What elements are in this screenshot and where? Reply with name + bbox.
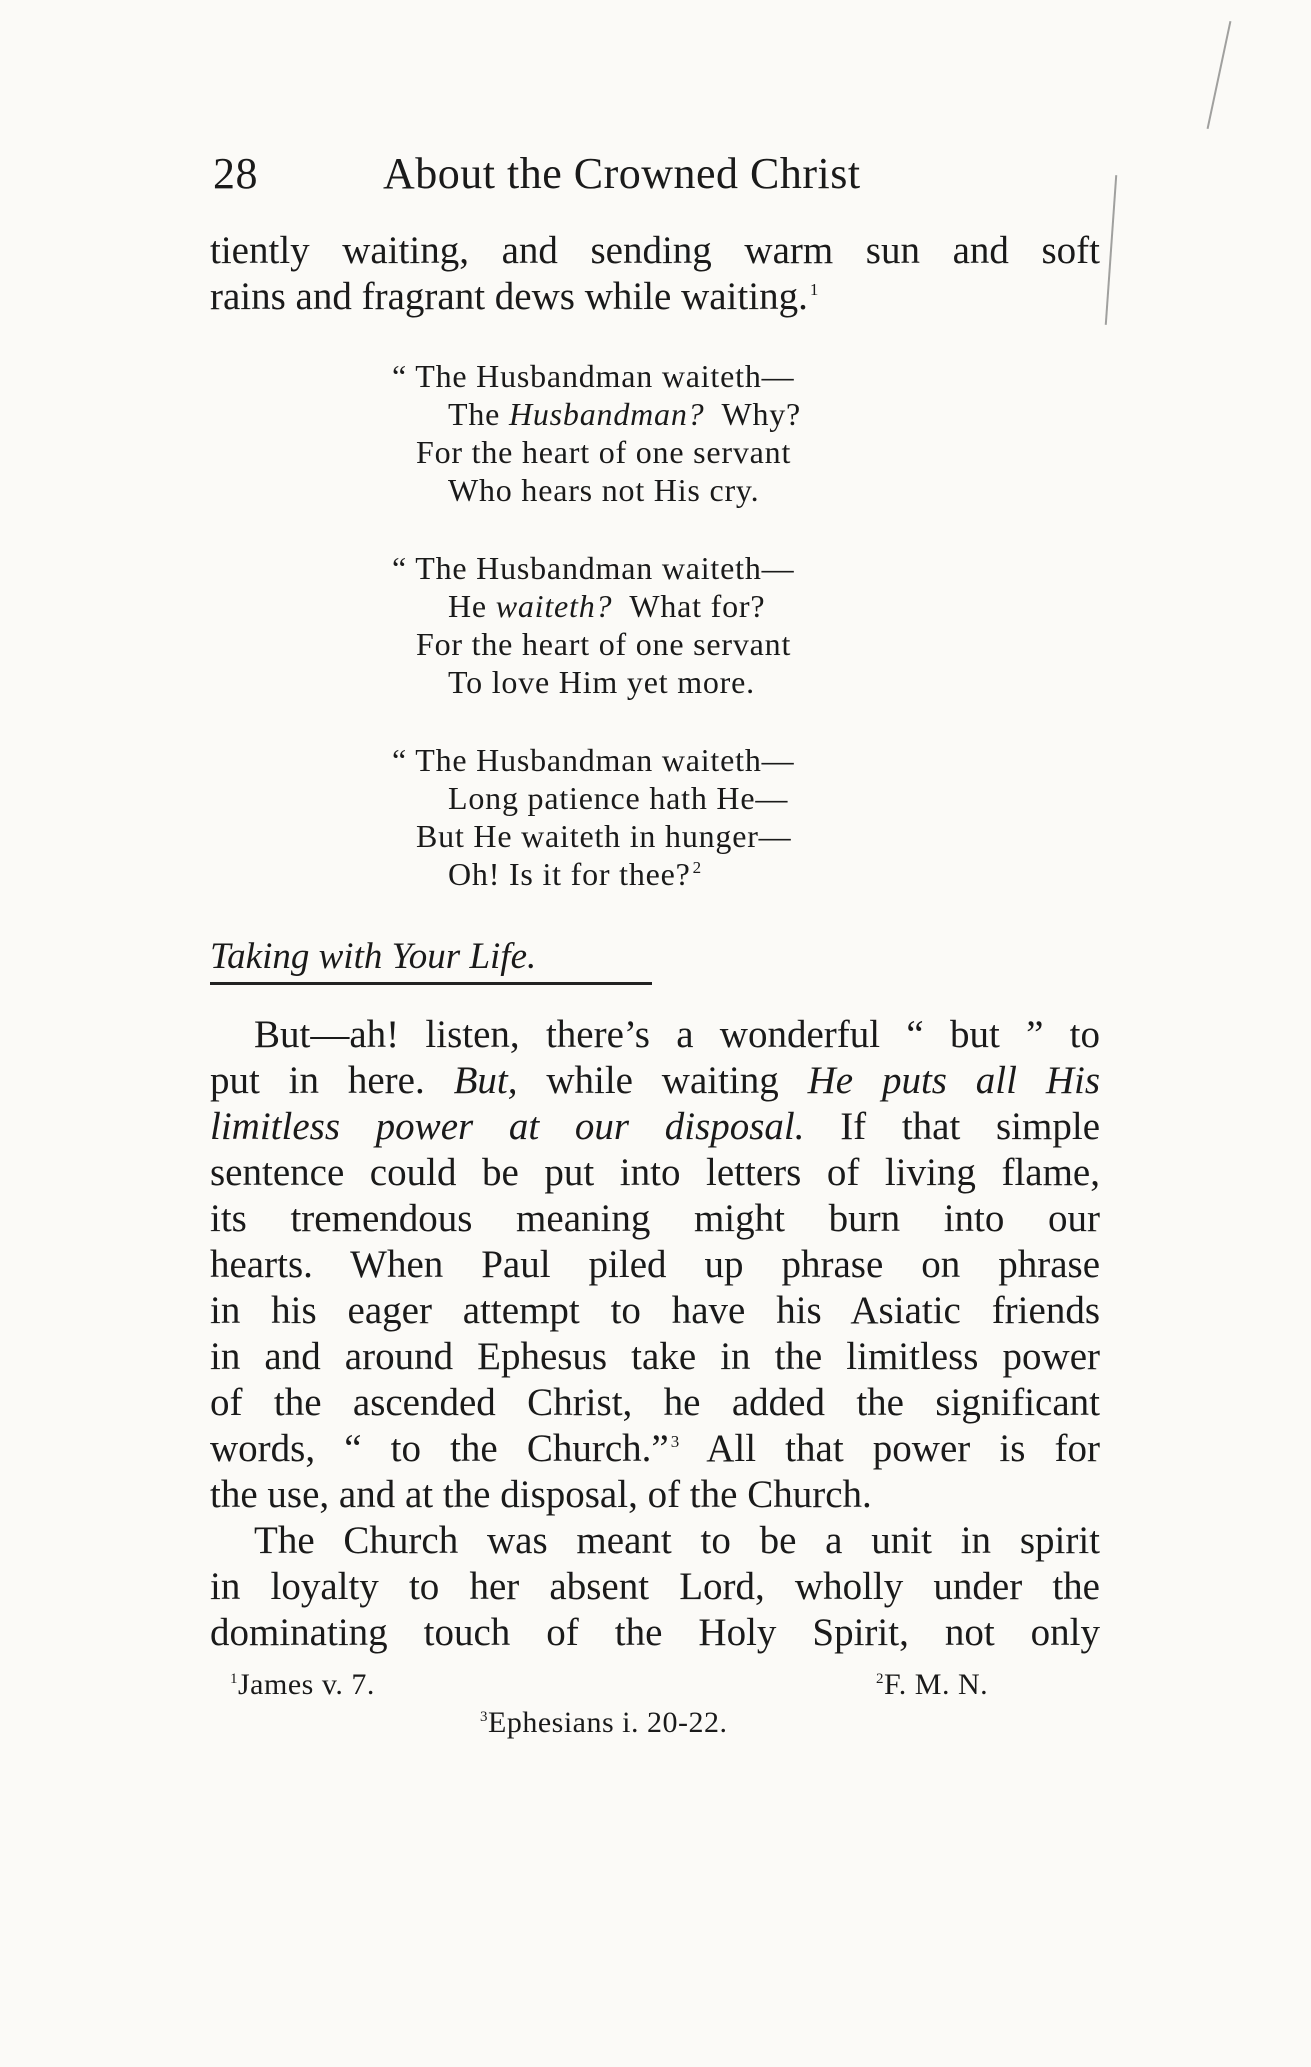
paragraph-line: the use, and at the disposal, of the Church. — [210, 1473, 872, 1516]
page-number: 28 — [213, 149, 258, 198]
verse-line: “ The Husbandman waiteth— — [392, 550, 795, 586]
verse-line: For the heart of one servant — [416, 434, 792, 470]
intro-line: tiently waiting, and sending warm sun and soft — [210, 229, 1100, 272]
verse-line: To love Him yet more. — [448, 664, 755, 700]
paragraph-line: hearts. When Paul piled up phrase on phrase — [210, 1243, 1100, 1286]
footnote: $^2$F. M. N. — [876, 1668, 989, 1701]
footnote: $^1$James v. 7. — [230, 1668, 375, 1701]
paragraph-line: The Church was meant to be a unit in spirit — [254, 1519, 1100, 1562]
verse-line: For the heart of one servant — [416, 626, 792, 662]
verse-line: “ The Husbandman waiteth— — [392, 358, 795, 394]
footnote-ref: 3 — [670, 1432, 680, 1451]
section-heading: Taking with Your Life. — [210, 935, 652, 985]
paragraph-line: dominating touch of the Holy Spirit, not only — [210, 1611, 1100, 1654]
paragraph-line: words, “ to the Church.” $^3$ All that power is for — [210, 1427, 1100, 1470]
intro-line: rains and fragrant dews while waiting. $^1$ — [210, 275, 819, 318]
paragraph-line: limitless power at our disposal. If that simple — [210, 1105, 1101, 1148]
verse-line: “ The Husbandman waiteth— — [392, 742, 795, 778]
running-title: About the Crowned Christ — [383, 149, 861, 198]
paragraph-line: put in here. But, while waiting He puts all His — [210, 1059, 1100, 1102]
paragraph-line: its tremendous meaning might burn into our — [210, 1197, 1100, 1240]
footnote-ref: 2 — [692, 858, 702, 878]
paragraph-line: in loyalty to her absent Lord, wholly under the — [210, 1565, 1100, 1608]
verse-line: The Husbandman? Why? — [448, 396, 802, 432]
footnote: $^3$Ephesians i. 20-22. — [480, 1706, 728, 1739]
verse-line: He waiteth? What for? — [448, 588, 766, 624]
running-header — [213, 148, 861, 199]
scan-mark — [1207, 21, 1232, 129]
verse-line: Oh! Is it for thee? $^2$ — [448, 856, 702, 892]
paragraph-line: in and around Ephesus take in the limitless power — [210, 1335, 1100, 1378]
paragraph-line: of the ascended Christ, he added the significant — [210, 1381, 1100, 1424]
scan-mark — [1105, 175, 1117, 325]
paragraph-line: But—ah! listen, there’s a wonderful “ but ” to — [254, 1013, 1100, 1056]
verse-line: Long patience hath He— — [448, 780, 789, 816]
verse-line: But He waiteth in hunger— — [416, 818, 792, 854]
paragraph-line: in his eager attempt to have his Asiatic friends — [210, 1289, 1100, 1332]
verse-line: Who hears not His cry. — [448, 472, 760, 508]
footnote-ref: 1 — [809, 280, 819, 299]
paragraph-line: sentence could be put into letters of living flame, — [210, 1151, 1100, 1194]
